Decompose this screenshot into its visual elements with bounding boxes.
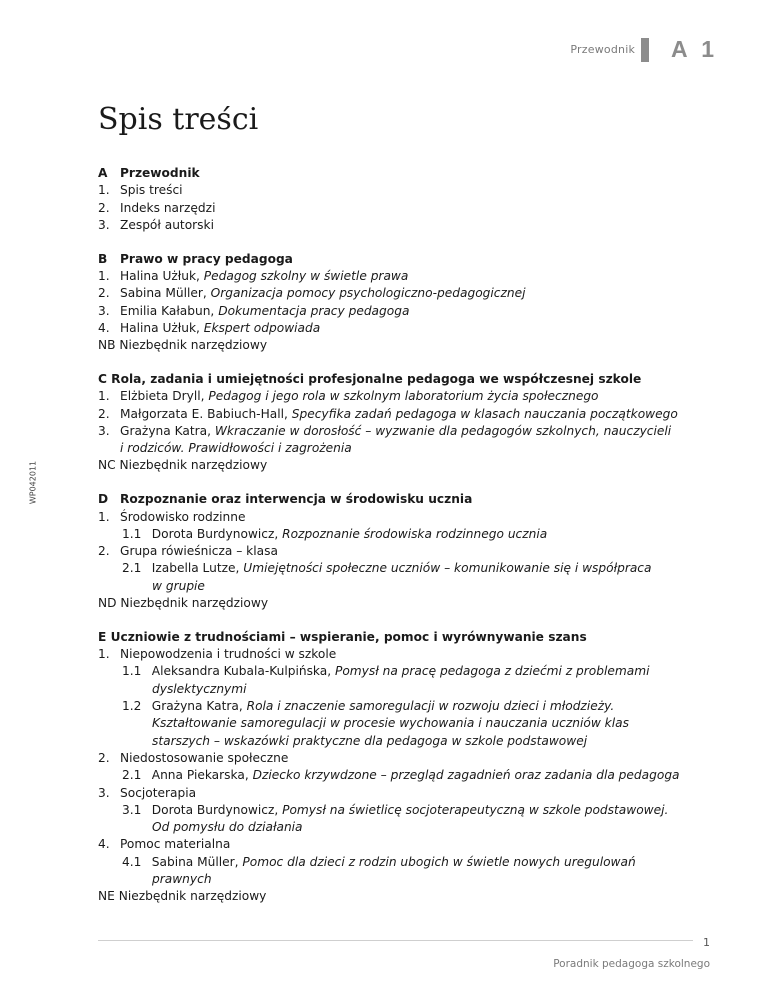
toc-item[interactable]: 1. Elżbieta Dryll, Pedagog i jego rola w szkolnym laboratorium życia społecznego [98, 389, 599, 404]
toc-item[interactable]: 1.1 Dorota Burdynowicz, Rozpoznanie środowiska rodzinnego ucznia [122, 526, 548, 541]
header-bar-decoration [641, 38, 649, 62]
toc-section-a [98, 165, 738, 234]
toc-subgroup: 1. Niepowodzenia i trudności w szkole [98, 647, 337, 662]
toc-section-c [98, 371, 738, 475]
toc-item[interactable]: 3.1 Dorota Burdynowicz, Pomysł na świetlicę socjoterapeutyczną w szkole podstawowej. Od pomysłu do działania [122, 802, 669, 835]
section-heading: B Prawo w pracy pedagoga [98, 251, 293, 266]
toc-item[interactable]: 2.1 Anna Piekarska, Dziecko krzywdzone – przegląd zagadnień oraz zadania dla pedagoga [122, 768, 680, 783]
page-title: Spis treści [98, 102, 259, 137]
toc-subgroup: 2. Niedostosowanie społeczne [98, 750, 289, 765]
toc-subgroup: 4. Pomoc materialna [98, 837, 231, 852]
side-document-code [26, 450, 40, 520]
side-code-text: WP042011 [28, 460, 38, 505]
section-heading: A Przewodnik [98, 166, 200, 180]
page-number: 1 [703, 936, 710, 949]
header-section-code: A 1 [671, 36, 718, 62]
footer-divider [98, 940, 693, 941]
toc-subgroup: 1. Środowisko rodzinne [98, 509, 246, 524]
toc-item[interactable]: 3. Emilia Kałabun, Dokumentacja pracy pedagoga [98, 303, 410, 318]
page-header [570, 36, 718, 63]
toc-item[interactable]: 2. Sabina Müller, Organizacja pomocy psychologiczno-pedagogicznej [98, 286, 526, 301]
section-heading: C Rola, zadania i umiejętności profesjonalne pedagoga we współczesnej szkole [98, 371, 642, 386]
toc-item[interactable]: 3. Grażyna Katra, Wkraczanie w dorosłość – wyzwanie dla pedagogów szkolnych, nauczycieli i rodziców. Prawidłowości i zagrożenia [98, 423, 672, 456]
toc-item[interactable]: 2. Małgorzata E. Babiuch-Hall, Specyfika zadań pedagoga w klasach nauczania początkowego [98, 406, 678, 421]
toc-item[interactable]: 1.1 Aleksandra Kubala-Kulpińska, Pomysł na pracę pedagoga z dziećmi z problemami dyslektycznymi [122, 664, 650, 696]
table-of-contents [98, 165, 738, 922]
toc-section-d [98, 491, 738, 612]
toc-item[interactable]: 2. Indeks narzędzi [98, 200, 216, 215]
toc-toolkit-item[interactable]: NE Niezbędnik narzędziowy [98, 889, 267, 904]
section-heading: D Rozpoznanie oraz interwencja w środowisku ucznia [98, 492, 473, 507]
toc-item[interactable]: 1. Spis treści [98, 183, 183, 198]
toc-section-b [98, 251, 738, 355]
toc-section-e [98, 629, 738, 906]
section-heading: E Uczniowie z trudnościami – wspieranie, pomoc i wyrównywanie szans [98, 629, 587, 644]
toc-subgroup: 3. Socjoterapia [98, 785, 197, 800]
toc-subgroup: 2. Grupa rówieśnicza – klasa [98, 544, 278, 559]
toc-item[interactable]: 1. Halina Użłuk, Pedagog szkolny w świetle prawa [98, 268, 409, 283]
header-section-label: Przewodnik [570, 43, 636, 56]
toc-toolkit-item[interactable]: NC Niezbędnik narzędziowy [98, 458, 268, 473]
toc-item[interactable]: 2.1 Izabella Lutze, Umiejętności społeczne uczniów – komunikowanie się i współpraca w grupie [122, 561, 652, 593]
toc-toolkit-item[interactable]: ND Niezbędnik narzędziowy [98, 596, 269, 611]
toc-item[interactable]: 1.2 Grażyna Katra, Rola i znaczenie samoregulacji w rozwoju dzieci i młodzieży. Kształtowanie samoregulacji w procesie wychowania i nauczania uczniów klas starszych – wskazówki praktyczne dla pedagoga w szkole podstawowej [122, 699, 629, 748]
publication-title: Poradnik pedagoga szkolnego [553, 958, 710, 970]
toc-item[interactable]: 4. Halina Użłuk, Ekspert odpowiada [98, 320, 321, 335]
toc-toolkit-item[interactable]: NB Niezbędnik narzędziowy [98, 338, 268, 353]
toc-item[interactable]: 4.1 Sabina Müller, Pomoc dla dzieci z rodzin ubogich w świetle nowych uregulowań prawnych [122, 854, 636, 886]
toc-item[interactable]: 3. Zespół autorski [98, 217, 214, 232]
